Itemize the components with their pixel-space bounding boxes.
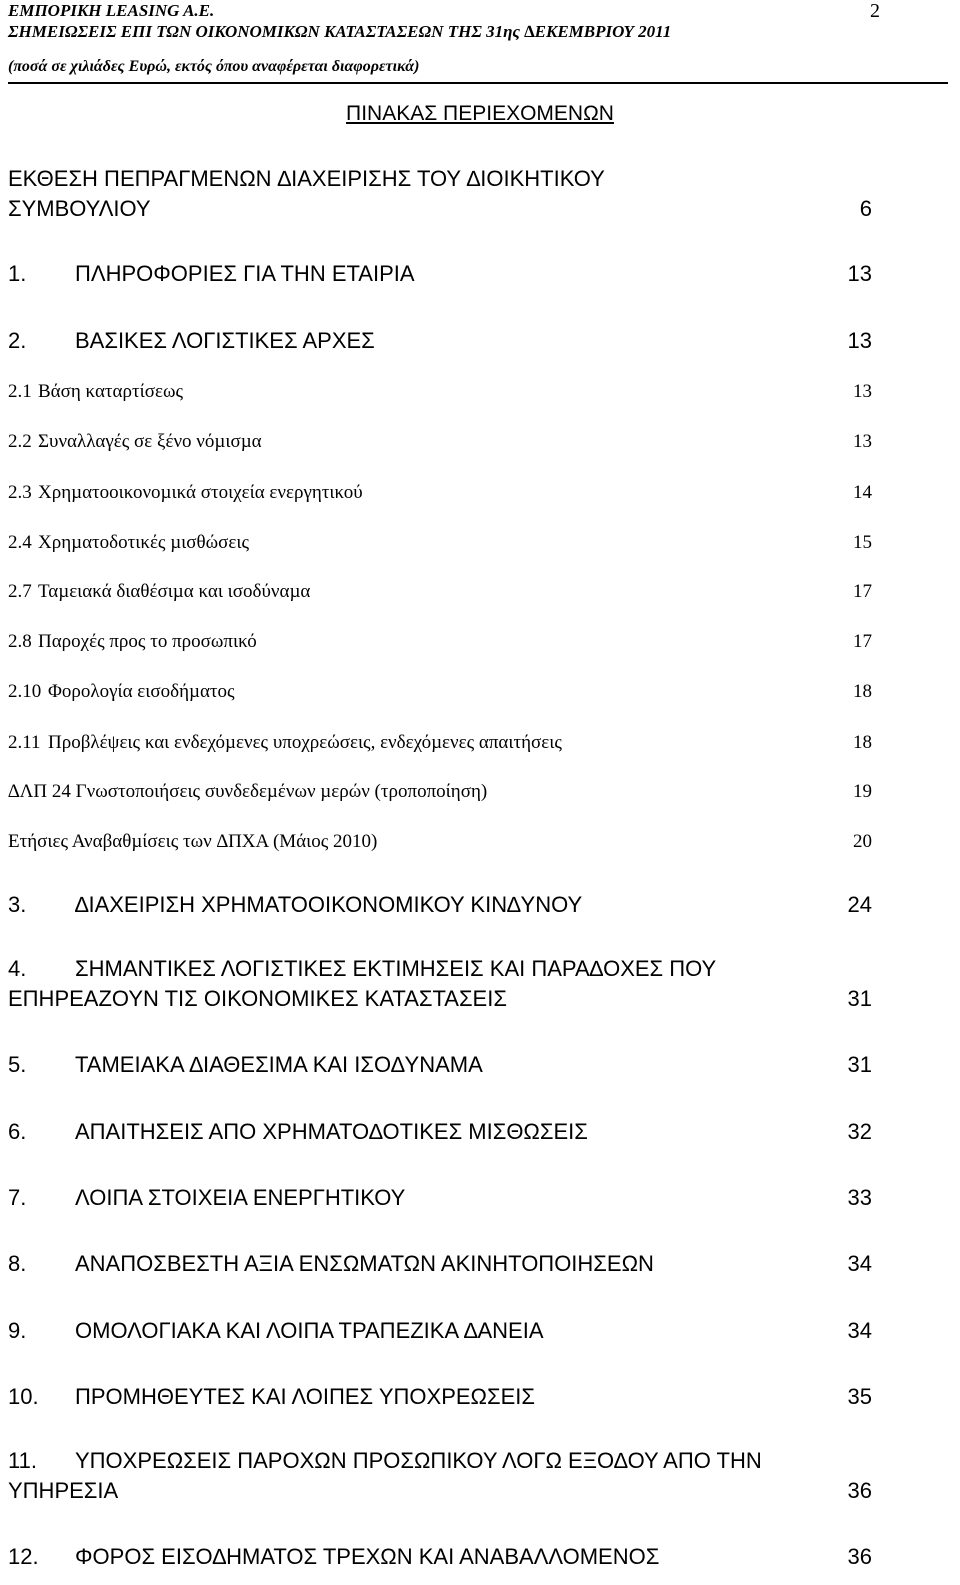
toc-entry-page: 19 — [853, 781, 872, 802]
toc-entry-2-2[interactable] — [8, 430, 872, 454]
toc-entry-page: 34 — [847, 1251, 872, 1276]
toc-entry-label: ΤΑΜΕΙΑΚΑ ∆ΙΑΘΕΣΙΜΑ ΚΑΙ ΙΣΟ∆ΥΝΑΜΑ — [75, 1052, 483, 1077]
toc-entry-number: 7. — [8, 1185, 27, 1210]
toc-entry-number: 2.1 — [8, 381, 32, 402]
toc-entry-number: 9. — [8, 1318, 27, 1343]
toc-entry-label: Προβλέψεις και ενδεχόµενες υποχρεώσεις, ενδεχόµενες απαιτήσεις — [48, 732, 562, 753]
toc-entry-label-line2: ΥΠΗΡΕΣΙΑ — [8, 1478, 119, 1503]
toc-entry-number: 4. — [8, 956, 27, 981]
toc-entry-label-line2: ΣΥΜΒΟΥΛΙΟΥ — [8, 196, 151, 221]
company-name: ΕΜΠΟΡΙΚΗ LEASING A.E. — [8, 1, 215, 20]
toc-entry-label-line1: ΕΚΘΕΣΗ ΠΕΠΡΑΓΜΕΝΩΝ ∆ΙΑΧΕΙΡΙΣΗΣ ΤΟΥ ∆ΙΟΙΚΗΤΙΚΟΥ — [8, 166, 605, 191]
toc-entry-number: 5. — [8, 1052, 27, 1077]
toc-entry-page: 31 — [847, 1052, 872, 1077]
toc-entry-4[interactable] — [8, 955, 872, 1015]
toc-entry-6[interactable] — [8, 1118, 872, 1146]
toc-entry-label-line1: ΥΠΟΧΡΕΩΣΕΙΣ ΠΑΡΟΧΩΝ ΠΡΟΣΩΠΙΚΟΥ ΛΟΓΩ ΕΞΟ∆ΟΥ ΑΠΟ ΤΗΝ — [75, 1448, 762, 1473]
toc-entry-number: 2. — [8, 328, 27, 353]
toc-entry-label: ΠΛΗΡΟΦΟΡΙΕΣ ΓΙΑ ΤΗΝ ΕΤΑΙΡΙΑ — [75, 261, 415, 286]
toc-entry-2-11[interactable] — [8, 731, 872, 755]
toc-entry-page: 24 — [847, 892, 872, 917]
page-number: 2 — [870, 0, 880, 22]
toc-entry-label: Βάση καταρτίσεως — [38, 381, 183, 402]
toc-entry-2-1[interactable] — [8, 380, 872, 404]
toc-entry-2[interactable] — [8, 327, 872, 355]
toc-entry-annual-improvements[interactable] — [8, 830, 872, 854]
toc-entry-2-4[interactable] — [8, 531, 872, 555]
toc-entry-page: 36 — [847, 1478, 872, 1503]
toc-entry-page: 35 — [847, 1384, 872, 1409]
toc-entry-label: Φορολογία εισοδήµατος — [48, 681, 235, 702]
toc-entry-5[interactable] — [8, 1051, 872, 1079]
amounts-note: (ποσά σε χιλιάδες Ευρώ, εκτός όπου αναφέρεται διαφορετικά) — [8, 58, 420, 75]
toc-entry-label: Ετήσιες Αναβαθµίσεις των ∆ΠΧΑ (Μάιος 2010) — [8, 831, 378, 852]
toc-entry-label: ΟΜΟΛΟΓΙΑΚΑ ΚΑΙ ΛΟΙΠΑ ΤΡΑΠΕΖΙΚΑ ∆ΑΝΕΙΑ — [75, 1318, 544, 1343]
toc-entry-number: 10. — [8, 1384, 39, 1409]
toc-entry-page: 18 — [853, 681, 872, 702]
toc-entry-label: Παροχές προς το προσωπικό — [38, 631, 257, 652]
toc-entry-number: 2.2 — [8, 431, 32, 452]
toc-entry-page: 13 — [847, 328, 872, 353]
toc-entry-page: 20 — [853, 831, 872, 852]
toc-entry-number: 1. — [8, 261, 27, 286]
toc-entry-label: ∆ΙΑΧΕΙΡΙΣΗ ΧΡΗΜΑΤΟΟΙΚΟΝΟΜΙΚΟΥ ΚΙΝ∆ΥΝΟΥ — [75, 892, 583, 917]
toc-entry-number: 3. — [8, 892, 27, 917]
toc-entry-number: 12. — [8, 1544, 39, 1569]
toc-entry-7[interactable] — [8, 1184, 872, 1212]
toc-entry-3[interactable] — [8, 891, 872, 919]
toc-entry-number: 2.7 — [8, 581, 32, 602]
toc-entry-page: 32 — [847, 1119, 872, 1144]
toc-entry-page: 15 — [853, 532, 872, 553]
toc-entry-label: ΒΑΣΙΚΕΣ ΛΟΓΙΣΤΙΚΕΣ ΑΡΧΕΣ — [75, 328, 375, 353]
toc-entry-10[interactable] — [8, 1383, 872, 1411]
toc-entry-number: 2.3 — [8, 482, 32, 503]
toc-entry-number: 6. — [8, 1119, 27, 1144]
toc-entry-2-7[interactable] — [8, 580, 872, 604]
toc-entry-label: ΑΠΑΙΤΗΣΕΙΣ ΑΠΟ ΧΡΗΜΑΤΟ∆ΟΤΙΚΕΣ ΜΙΣΘΩΣΕΙΣ — [75, 1119, 588, 1144]
toc-entry-label: ∆ΛΠ 24 Γνωστοποιήσεις συνδεδεµένων µερών (τροποποίηση) — [8, 781, 488, 802]
toc-entry-page: 18 — [853, 732, 872, 753]
toc-title: ΠΙΝΑΚΑΣ ΠΕΡΙΕΧΟΜΕΝΩΝ — [346, 102, 614, 125]
toc-entry-page: 13 — [847, 261, 872, 286]
toc-entry-number: 2.8 — [8, 631, 32, 652]
toc-entry-label: ΛΟΙΠΑ ΣΤΟΙΧΕΙΑ ΕΝΕΡΓΗΤΙΚΟΥ — [75, 1185, 406, 1210]
toc-entry-page: 13 — [853, 381, 872, 402]
toc-entry-label: ΠΡΟΜΗΘΕΥΤΕΣ ΚΑΙ ΛΟΙΠΕΣ ΥΠΟΧΡΕΩΣΕΙΣ — [75, 1384, 535, 1409]
toc-entry-page: 34 — [847, 1318, 872, 1343]
toc-entry-number: 2.4 — [8, 532, 32, 553]
toc-entry-label: ΦΟΡΟΣ ΕΙΣΟ∆ΗΜΑΤΟΣ ΤΡΕΧΩΝ ΚΑΙ ΑΝΑΒΑΛΛΟΜΕΝΟΣ — [75, 1544, 660, 1569]
toc-entry-8[interactable] — [8, 1250, 872, 1278]
toc-entry-number: 8. — [8, 1251, 27, 1276]
toc-entry-2-10[interactable] — [8, 680, 872, 704]
toc-entry-label-line1: ΣΗΜΑΝΤΙΚΕΣ ΛΟΓΙΣΤΙΚΕΣ ΕΚΤΙΜΗΣΕΙΣ ΚΑΙ ΠΑΡΑ∆ΟΧΕΣ ΠΟΥ — [75, 956, 717, 981]
toc-entry-label: ΑΝΑΠΟΣΒΕΣΤΗ ΑΞΙΑ ΕΝΣΩΜΑΤΩΝ ΑΚΙΝΗΤΟΠΟΙΗΣΕΩΝ — [75, 1251, 654, 1276]
toc-entry-page: 14 — [853, 482, 872, 503]
toc-entry-page: 17 — [853, 581, 872, 602]
toc-entry-2-3[interactable] — [8, 481, 872, 505]
toc-entry-label: Χρηµατοοικονοµικά στοιχεία ενεργητικού — [38, 482, 363, 503]
toc-entry-page: 33 — [847, 1185, 872, 1210]
toc-entry-page: 31 — [847, 986, 872, 1011]
toc-entry-ias24[interactable] — [8, 780, 872, 804]
toc-entry-number: 2.11 — [8, 732, 41, 753]
toc-entry-page: 36 — [847, 1544, 872, 1569]
toc-entry-label-line2: ΕΠΗΡΕΑΖΟΥΝ ΤΙΣ ΟΙΚΟΝΟΜΙΚΕΣ ΚΑΤΑΣΤΑΣΕΙΣ — [8, 986, 507, 1011]
toc-entry-page: 13 — [853, 431, 872, 452]
toc-entry-label: Χρηµατοδοτικές µισθώσεις — [38, 532, 249, 553]
toc-entry-11[interactable] — [8, 1447, 872, 1507]
toc-entry-label: Ταµειακά διαθέσιµα και ισοδύναµα — [38, 581, 311, 602]
toc-entry-number: 2.10 — [8, 681, 42, 702]
toc-entry-12[interactable] — [8, 1543, 872, 1571]
toc-entry-page: 6 — [859, 196, 872, 221]
toc-entry-9[interactable] — [8, 1317, 872, 1345]
header-divider — [8, 82, 948, 84]
toc-entry-report[interactable] — [8, 165, 872, 225]
toc-entry-page: 17 — [853, 631, 872, 652]
toc-entry-2-8[interactable] — [8, 630, 872, 654]
toc-entry-label: Συναλλαγές σε ξένο νόµισµα — [38, 431, 262, 452]
document-title: ΣΗΜΕΙΩΣΕΙΣ ΕΠΙ ΤΩΝ ΟΙΚΟΝΟΜΙΚΩΝ ΚΑΤΑΣΤΑΣΕΩΝ ΤΗΣ 31ης ∆ΕΚΕΜΒΡΙΟΥ 2011 — [8, 22, 672, 41]
toc-entry-1[interactable] — [8, 260, 872, 288]
toc-entry-number: 11. — [8, 1448, 37, 1473]
